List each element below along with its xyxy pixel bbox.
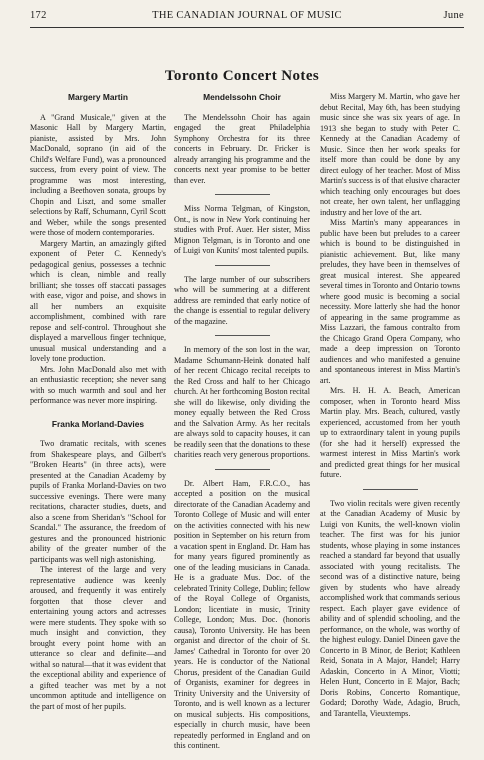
page-number: 172: [30, 10, 47, 21]
paragraph: Mrs. H. H. A. Beach, American composer, when in Toronto heard Miss Martin play. Mrs. Beach, cultured, vastly experienced, accustomed from her youth up to extraordinary talent in young pupils (for she had it herself) expressed the warmest interest in Miss Martin's work and predicted great things for her musical future.: [320, 386, 460, 479]
paragraph: Miss Margery M. Martin, who gave her debut Recital, May 6th, has been studying music since she was six years of age. In 1913 she began to study with Peter C. Kennedy at the Canadian Academy of Music. Since then her work speaks for itself more than could be done by any direct eulogy of her teacher. Most of Miss Martin's success is of that elusive character which teaching only encourages but does not create, her own talent, her unflagging industry and her love of the art.: [320, 92, 460, 217]
divider: [215, 469, 270, 470]
divider: [363, 489, 418, 490]
column-3: [320, 92, 460, 719]
divider: [215, 265, 270, 266]
divider: [215, 335, 270, 336]
paragraph: The interest of the large and very representative audience was keenly aroused, and frequently it was entirely forgotten that those clever and entertaining young actors and actresses were mere students. They spoke with so much insight and conviction, they brought every point home with an utterance so clear and definite—and withal so natural—that it was evident that the exceptional ability and experience of a gifted teacher was met by a not uncommon aptitude and intelligence on the part of most of her pupils.: [30, 565, 166, 711]
divider: [215, 194, 270, 195]
paragraph: The large number of our subscribers who will be summering at a different address are reminded that early notice of the change is essential to regular delivery of the magazine.: [174, 274, 310, 326]
paragraph: Mrs. John MacDonald also met with an enthusiastic reception; she never sang with so much warmth and soul and her performance was never more inspiring.: [30, 364, 166, 405]
issue-month: June: [443, 10, 464, 21]
paragraph: Two dramatic recitals, with scenes from Shakespeare plays, and Gilbert's "Broken Hearts" (in three acts), were presented at the Canadian Academy by pupils of Franka Morland-Davies on two successive evenings. There were many recitations, character studies, duets, and also a scene from Sheridan's "School for Scandal." The assurance, the freedom of gestures and the pronounced histrionic ability of the greater number of the participants was well nigh astonishing.: [30, 439, 166, 564]
paragraph: Two violin recitals were given recently at the Canadian Academy of Music by Luigi von Kunits, the well-known violin teacher. The first was for his junior students, whose playing in some instances reached a standard far beyond that usually associated with young recitalists. The second was of a distinctive nature, being given by students who have already accomplished work that commands serious respect. Each player gave evidence of ability and of splendid schooling, and the performance, on the whole, was worthy of the highest eulogy. Daniel Dineen gave the Concerto in B Minor, de Beriot; Kathleen Reid, Sonata in A Major, Handel; Harry Adaskin, Concerto in A Minor, Viotti; Helen Hunt, Concerto in E Major, Bach; Doris Robins, Concerto Romantique, Godard; Dorothy Wade, Adagio, Bruch, and Tarantella, Vieuxtemps.: [320, 498, 460, 718]
paragraph: Margery Martin, an amazingly gifted exponent of Peter C. Kennedy's pedagogical genius, possesses a technic which is clean, nimble and really brilliant; she tosses off staccati passages with ease, vigor and poise, and shows in all her numbers an exquisite accomplishment, combined with rare repose and self-control. Throughout she displayed a marvellous finger technique, unusual musical understanding and a lovely tone production.: [30, 238, 166, 363]
section-heading-margery-martin: Margery Martin: [67, 92, 129, 102]
paragraph: Miss Norma Telgman, of Kingston, Ont., is now in New York continuing her studies with Prof. Auer. Her sister, Miss Mignon Telgman, is in Toronto and one of Luigi von Kunits' most talented pupils.: [174, 204, 310, 255]
column-1: [30, 92, 166, 712]
section-heading-franka-morland-davies: Franka Morland-Davies: [51, 418, 145, 429]
section-heading-mendelssohn-choir: Mendelssohn Choir: [203, 92, 281, 102]
page-header: [30, 10, 464, 28]
paragraph: A "Grand Musicale," given at the Masonic Hall by Margery Martin, pianiste, assisted by Mrs. John MacDonald, soprano (in aid of the Child's Welfare Fund), was a pronounced success, from every point of view. The programme was most interesting, including a Beethoven sonata, groups by Chopin and Liszt, and some smaller selections by Raff, Schumann, Cyril Scott and Weber, while the songs presented were those of modern contemporaries.: [30, 112, 166, 237]
paragraph: Dr. Albert Ham, F.R.C.O., has accepted a position on the musical directorate of the Canadian Academy and Toronto College of Music and will enter on the activities connected with his new position in September on his return from a vacation spent in England. Dr. Ham has for many years figured prominently as one of the leading musicians in Canada. He is a graduate Mus. Doc. of the celebrated Trinity College, Dublin; fellow of the Royal College of Organists, London; licentiate in music, Trinity College, London; Mus. Doc. (honoris causa), Toronto University. He has been organist and director of the choir of St. James' Cathedral in Toronto for over 20 years. He is conductor of the National Chorus, president of the Canadian Guild of Organists, examiner for degrees in Trinity University and the University of Toronto, and is well known as a lecturer on musical subjects. His compositions, especially in church music, have been repeatedly performed in England and on this continent.: [174, 478, 310, 750]
column-2: [174, 92, 310, 752]
paragraph: Miss Martin's many appearances in public have been but preludes to a career which is bound to be distinguished in pianistic achievement. But, like many preludes, they have been in themselves of great musical interest. She appeared several times in Toronto and Ontario towns where good music is becoming a social necessity. More latterly she had the honor of appearing in the same programme as Miss Lazzari, the famous contralto from the Chicago Grand Opera Company, who made a deep impression on Toronto audiences and who manifested a genuine and spontaneous interest in Miss Martin's art.: [320, 218, 460, 385]
journal-title: THE CANADIAN JOURNAL OF MUSIC: [152, 10, 342, 21]
paragraph: In memory of the son lost in the war, Madame Schumann-Heink donated half of her recent Chicago recital receipts to the Red Cross and half to her Chicago church. At her forthcoming Boston recital she will do likewise, only dividing the money equally between the Red Cross and the Salvation Army. As her recitals are always sold to capacity houses, it can be readily seen that the donations to these charities reach very generous proportions.: [174, 345, 310, 459]
header-rule: [30, 27, 464, 28]
page-title: Toronto Concert Notes: [164, 68, 320, 84]
paragraph: The Mendelssohn Choir has again engaged the great Philadelphia Symphony Orchestra for its three concerts in February. Dr. Fricker is already arranging his programme and the concerts next year promise to be better than ever.: [174, 112, 310, 185]
